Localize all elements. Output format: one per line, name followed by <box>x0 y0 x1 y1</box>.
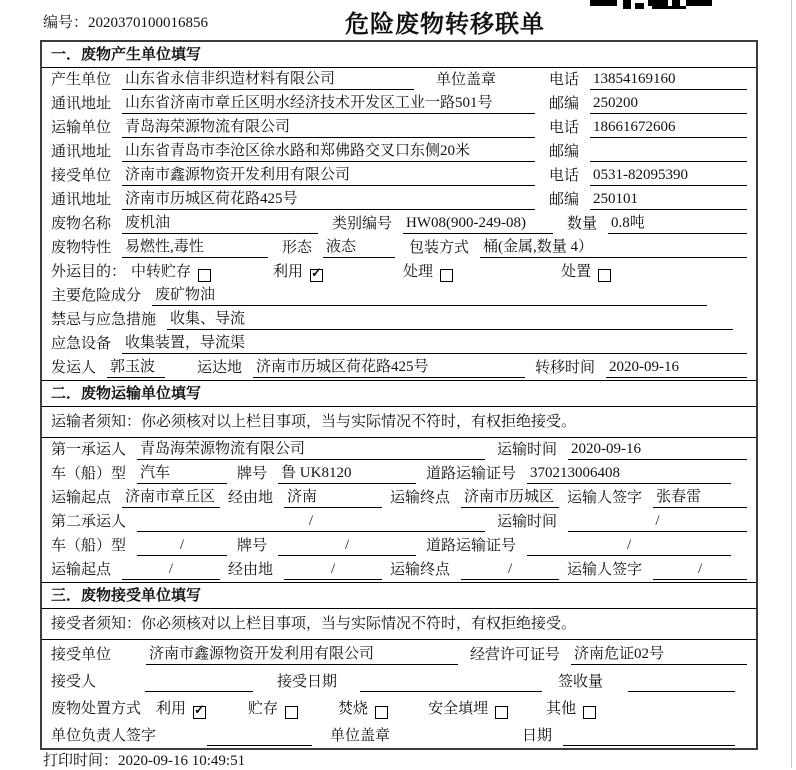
transporter-sign2-label: 运输人签字 <box>567 562 643 578</box>
receiver-unit-value: 济南市鑫源物资开发利用有限公司 <box>122 166 535 186</box>
checkbox-treat <box>440 269 453 282</box>
producer-phone-value: 13854169160 <box>590 70 747 90</box>
date2-value <box>563 745 735 746</box>
form-number-value: 2020370100016856 <box>88 15 209 31</box>
purpose-label: 外运目的： <box>51 264 127 280</box>
row-accept-person <box>42 667 756 694</box>
disposal-option-label: 焚烧 <box>338 701 369 717</box>
print-time-label: 打印时间： <box>43 753 119 769</box>
transporter-sign1-value: 张春雷 <box>653 488 747 508</box>
receiver-zip-value: 250101 <box>590 190 747 210</box>
carrier2-label: 第二承运人 <box>51 514 127 530</box>
vehicle-type2-label: 车（船）型 <box>51 538 127 554</box>
row-transport-address <box>42 140 756 164</box>
accept-date-label: 接受日期 <box>277 674 338 690</box>
receiver-address-label: 通讯地址 <box>51 192 112 208</box>
transport-time2-label: 运输时间 <box>497 514 558 530</box>
print-time <box>43 749 245 770</box>
waste-character-label: 废物特性 <box>51 240 112 256</box>
road-permit1-label: 道路运输证号 <box>426 466 517 482</box>
transport-phone-label: 电话 <box>549 120 580 136</box>
origin2-label: 运输起点 <box>51 562 112 578</box>
receipt-amount-label: 签收量 <box>558 674 604 690</box>
disposal-option-incinerate <box>338 700 388 719</box>
unit-seal2-label: 单位盖章 <box>330 728 391 744</box>
disposal-option-label: 贮存 <box>248 701 279 717</box>
destination-label: 运达地 <box>197 360 243 376</box>
form-state-label: 形态 <box>282 240 313 256</box>
unit-seal-label: 单位盖章 <box>436 72 497 88</box>
disposal-method-label: 废物处置方式 <box>51 701 142 717</box>
origin1-label: 运输起点 <box>51 490 112 506</box>
form-state-value: 液态 <box>323 238 395 258</box>
page-edge-line <box>791 0 792 768</box>
checkbox-utilize <box>310 269 323 282</box>
disposal-option-label: 其他 <box>546 701 577 717</box>
plate1-value: 鲁 UK8120 <box>278 464 416 484</box>
row-vehicle2 <box>42 534 756 558</box>
checkbox-other <box>583 706 596 719</box>
receipt-amount-value <box>628 691 735 692</box>
carrier1-value: 青岛海荣源物流有限公司 <box>137 440 485 460</box>
plate2-value: / <box>278 536 416 556</box>
transport-time2-value: / <box>568 512 747 532</box>
quantity-label: 数量 <box>567 216 598 232</box>
purpose-option-utilize <box>273 263 323 282</box>
producer-zip-label: 邮编 <box>549 96 580 112</box>
transport-address-label: 通讯地址 <box>51 144 112 160</box>
row-receiver-address <box>42 188 756 212</box>
checkbox-transfer-storage <box>198 269 211 282</box>
disposal-option-store <box>248 700 298 719</box>
checkbox-landfill <box>495 706 508 719</box>
manifest-form <box>40 40 758 750</box>
checkbox-store <box>285 706 298 719</box>
disposal-option-label: 利用 <box>156 701 187 717</box>
via1-value: 济南 <box>284 488 382 508</box>
purpose-option-label: 处置 <box>561 264 592 280</box>
vehicle-type1-label: 车（船）型 <box>51 466 127 482</box>
disposal-option-other <box>546 700 596 719</box>
checkbox-dispose <box>598 269 611 282</box>
purpose-option-label: 利用 <box>273 264 304 280</box>
receiver-address-value: 济南市历城区荷花路425号 <box>122 190 535 210</box>
transporter-notice: 运输者须知：你必须核对以上栏目事项，当与实际情况不符时，有权拒绝接受。 <box>42 407 756 438</box>
purpose-option-dispose <box>561 263 611 282</box>
receiver-phone-value: 0531-82095390 <box>590 166 747 186</box>
producer-address-label: 通讯地址 <box>51 96 112 112</box>
row-carrier2 <box>42 510 756 534</box>
transfer-time-label: 转移时间 <box>535 360 596 376</box>
row-vehicle1 <box>42 462 756 486</box>
terminus1-label: 运输终点 <box>390 490 451 506</box>
emergency-measures-label: 禁忌与应急措施 <box>51 312 157 328</box>
receiver-notice: 接受者须知：你必须核对以上栏目事项，当与实际情况不符时，有权拒绝接受。 <box>42 609 756 640</box>
emergency-equipment-label: 应急设备 <box>51 336 112 352</box>
row-hazard-component <box>42 284 756 308</box>
producer-unit-label: 产生单位 <box>51 72 112 88</box>
packing-value: 桶(金属,数量 4） <box>480 238 747 258</box>
disposal-option-utilize <box>156 700 206 719</box>
checkbox-utilize-disposal <box>193 706 206 719</box>
producer-address-value: 山东省济南市章丘区明水经济技术开发区工业一路501号 <box>122 94 535 114</box>
accept-unit-value: 济南市鑫源物资开发利用有限公司 <box>146 645 458 665</box>
quantity-value: 0.8吨 <box>608 214 747 234</box>
via2-label: 经由地 <box>228 562 274 578</box>
row-producer-unit <box>42 68 756 92</box>
row-disposal-method <box>42 694 756 721</box>
emergency-equipment-value: 收集装置，导流渠 <box>122 334 747 354</box>
emergency-measures-value: 收集、导流 <box>167 310 733 330</box>
row-route1 <box>42 486 756 510</box>
responsible-sign-value <box>207 745 312 746</box>
purpose-option-treat <box>403 263 453 282</box>
section1-header: 一．废物产生单位填写 <box>42 42 756 68</box>
plate2-label: 牌号 <box>237 538 268 554</box>
section3-header: 三．废物接受单位填写 <box>42 582 756 609</box>
purpose-option-label: 处理 <box>403 264 434 280</box>
transport-address-value: 山东省青岛市李沧区徐水路和郑佛路交叉口东侧20米 <box>122 142 535 162</box>
form-number-label: 编号： <box>43 15 89 31</box>
date2-label: 日期 <box>522 728 553 744</box>
accept-date-value <box>360 691 542 692</box>
row-transfer-purpose <box>42 260 756 284</box>
road-permit1-value: 370213006408 <box>527 464 731 484</box>
business-permit-label: 经营许可证号 <box>470 647 561 663</box>
row-emergency-equipment <box>42 332 756 356</box>
accept-person-value <box>145 691 253 692</box>
plate1-label: 牌号 <box>237 466 268 482</box>
row-producer-address <box>42 92 756 116</box>
row-receiver-unit <box>42 164 756 188</box>
transporter-sign1-label: 运输人签字 <box>567 490 643 506</box>
row-transport-unit <box>42 116 756 140</box>
vehicle-type1-value: 汽车 <box>137 464 227 484</box>
row-emergency-measures <box>42 308 756 332</box>
category-value: HW08(900-249-08) <box>403 214 553 234</box>
accept-unit-label: 接受单位 <box>51 647 112 663</box>
responsible-sign-label: 单位负责人签字 <box>51 728 157 744</box>
row-accept-unit <box>42 640 756 667</box>
purpose-option-label: 中转贮存 <box>131 264 192 280</box>
row-waste-character <box>42 236 756 260</box>
row-responsible-sign <box>42 721 756 748</box>
receiver-unit-label: 接受单位 <box>51 168 112 184</box>
shipper-label: 发运人 <box>51 360 97 376</box>
via2-value: / <box>284 560 382 580</box>
waste-name-value: 废机油 <box>122 214 318 234</box>
terminus2-label: 运输终点 <box>390 562 451 578</box>
producer-zip-value: 250200 <box>590 94 747 114</box>
transport-unit-label: 运输单位 <box>51 120 112 136</box>
waste-name-label: 废物名称 <box>51 216 112 232</box>
row-waste-name <box>42 212 756 236</box>
row-shipper <box>42 356 756 380</box>
transport-time1-value: 2020-09-16 <box>568 440 747 460</box>
via1-label: 经由地 <box>228 490 274 506</box>
purpose-option-transfer-storage <box>131 263 211 282</box>
producer-phone-label: 电话 <box>549 72 580 88</box>
receiver-phone-label: 电话 <box>549 168 580 184</box>
origin2-value: / <box>122 560 220 580</box>
shipper-value: 郭玉波 <box>107 358 165 378</box>
terminus2-value: / <box>461 560 559 580</box>
transport-zip-label: 邮编 <box>549 144 580 160</box>
row-carrier1 <box>42 438 756 462</box>
accept-person-label: 接受人 <box>51 674 97 690</box>
transfer-time-value: 2020-09-16 <box>606 358 747 378</box>
print-time-value: 2020-09-16 10:49:51 <box>118 753 246 769</box>
carrier2-value: / <box>137 512 485 532</box>
terminus1-value: 济南市历城区 <box>461 488 559 508</box>
transport-zip-value <box>590 161 747 162</box>
vehicle-type2-value: / <box>137 536 227 556</box>
producer-unit-value: 山东省永信非织造材料有限公司 <box>122 70 414 90</box>
category-label: 类别编号 <box>332 216 393 232</box>
row-route2 <box>42 558 756 582</box>
carrier1-label: 第一承运人 <box>51 442 127 458</box>
waste-character-value: 易燃性,毒性 <box>122 238 268 258</box>
disposal-option-landfill <box>428 700 508 719</box>
receiver-zip-label: 邮编 <box>549 192 580 208</box>
section2-header: 二．废物运输单位填写 <box>42 380 756 407</box>
road-permit2-value: / <box>527 536 731 556</box>
transport-phone-value: 18661672606 <box>590 118 747 138</box>
hazard-component-label: 主要危险成分 <box>51 288 142 304</box>
transport-time1-label: 运输时间 <box>497 442 558 458</box>
hazard-component-value: 废矿物油 <box>152 286 707 306</box>
packing-label: 包装方式 <box>409 240 470 256</box>
road-permit2-label: 道路运输证号 <box>426 538 517 554</box>
business-permit-value: 济南危证02号 <box>571 645 747 665</box>
origin1-value: 济南市章丘区 <box>122 488 220 508</box>
checkbox-incinerate <box>375 706 388 719</box>
page-title: 危险废物转移联单 <box>345 11 545 38</box>
transporter-sign2-value: / <box>653 560 747 580</box>
disposal-option-label: 安全填埋 <box>428 701 489 717</box>
transport-unit-value: 青岛海荣源物流有限公司 <box>122 118 535 138</box>
qr-code-fragment <box>590 0 712 9</box>
destination-value: 济南市历城区荷花路425号 <box>253 358 525 378</box>
